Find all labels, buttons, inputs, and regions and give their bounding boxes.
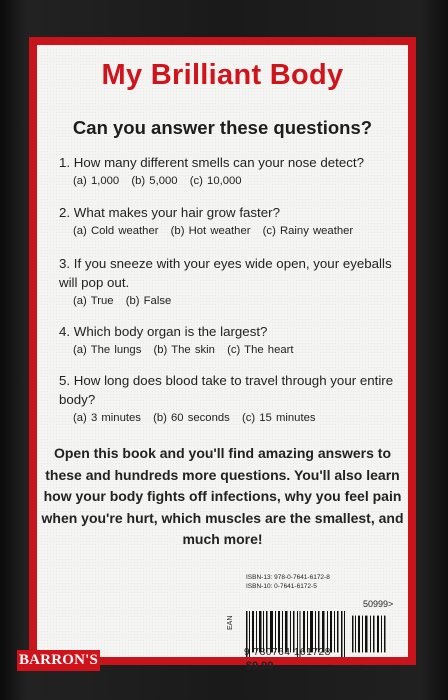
- option: (a) Cold weather: [73, 225, 159, 237]
- question-text: 2. What makes your hair grow faster?: [59, 205, 280, 220]
- barcode-number: 9 780764 161728: [244, 647, 331, 658]
- question-options: [59, 412, 399, 424]
- option: (a) 1,000: [73, 175, 120, 187]
- option: (c) 15 minutes: [241, 412, 316, 424]
- questions-heading: Can you answer these questions?: [72, 117, 373, 138]
- isbn-13: ISBN-13: 978-0-7641-6172-8: [246, 574, 330, 581]
- option: (a) True: [73, 295, 114, 307]
- question-text: 5. How long does blood take to travel through your entire body?: [59, 373, 394, 407]
- isbn-10: ISBN-10: 0-7641-6172-5: [246, 583, 317, 590]
- question-text: 1. How many different smells can your nose detect?: [59, 155, 364, 170]
- option: (b) Hot weather: [170, 225, 251, 237]
- isbn-block: [246, 573, 330, 591]
- question-2: [59, 203, 399, 237]
- publisher-logo: [17, 650, 100, 671]
- question-options: [59, 225, 399, 237]
- book-title: My Brilliant Body: [101, 59, 344, 91]
- option: (c) 10,000: [189, 175, 242, 187]
- option: (c) The heart: [227, 344, 294, 356]
- question-4: [59, 322, 399, 356]
- question-options: [59, 344, 399, 356]
- question-text: 4. Which body organ is the largest?: [59, 324, 268, 339]
- question-3: [59, 254, 399, 307]
- back-cover-panel: [37, 45, 408, 672]
- publisher-website: www.barronseduc.com: [311, 663, 387, 672]
- option: (b) False: [125, 295, 172, 307]
- question-text: 3. If you sneeze with your eyes wide open, your eyeballs will pop out.: [59, 256, 392, 290]
- option: (b) The skin: [153, 344, 215, 356]
- blurb-paragraph: Open this book and you'll find amazing answers to these and hundreds more questions. You'll also learn how your body fights off infections, why you feel pain when you're hurt, which muscles are the smallest, and much more!: [41, 445, 404, 547]
- option: (b) 60 seconds: [153, 412, 230, 424]
- publisher-logo-text: BARRON'S: [18, 652, 99, 668]
- option: (a) 3 minutes: [73, 412, 141, 424]
- question-5: [59, 371, 399, 424]
- option: (a) The lungs: [73, 344, 142, 356]
- question-options: [59, 295, 399, 307]
- back-cover-frame: [29, 37, 416, 672]
- option: (c) Rainy weather: [262, 225, 354, 237]
- option: (b) 5,000: [131, 175, 178, 187]
- barcode-addon-number: 50999>: [363, 599, 394, 609]
- price-label: $9.99: [246, 660, 274, 672]
- ean-label: EAN: [227, 615, 234, 630]
- question-options: [59, 175, 399, 187]
- question-1: [59, 153, 399, 187]
